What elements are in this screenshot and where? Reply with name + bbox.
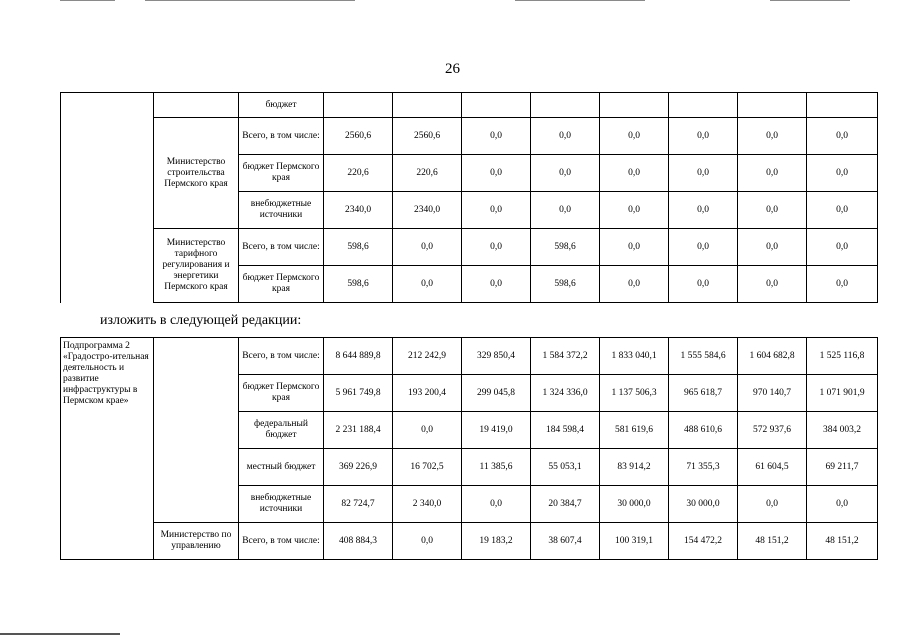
value-cell: 970 140,7 xyxy=(738,375,807,412)
value-cell: 598,6 xyxy=(531,229,600,266)
scan-top-line xyxy=(60,0,115,1)
value-cell: 0,0 xyxy=(393,412,462,449)
row-label: бюджет Пермского края xyxy=(239,266,324,303)
program-cell xyxy=(61,93,154,303)
row-label: бюджет Пермского края xyxy=(239,375,324,412)
row-label: бюджет Пермского края xyxy=(239,155,324,192)
value-cell: 0,0 xyxy=(669,266,738,303)
value-cell: 408 884,3 xyxy=(324,523,393,560)
value-cell: 48 151,2 xyxy=(807,523,878,560)
value-cell: 1 324 336,0 xyxy=(531,375,600,412)
table-row xyxy=(61,93,878,118)
value-cell: 0,0 xyxy=(807,192,878,229)
value-cell: 0,0 xyxy=(600,118,669,155)
value-cell: 30 000,0 xyxy=(669,486,738,523)
value-cell: 154 472,2 xyxy=(669,523,738,560)
row-label: внебюджетные источники xyxy=(239,192,324,229)
value-cell: 1 604 682,8 xyxy=(738,338,807,375)
value-cell: 220,6 xyxy=(324,155,393,192)
value-cell: 0,0 xyxy=(669,229,738,266)
value-cell: 598,6 xyxy=(531,266,600,303)
value-cell: 20 384,7 xyxy=(531,486,600,523)
value-cell: 38 607,4 xyxy=(531,523,600,560)
value-cell: 0,0 xyxy=(738,155,807,192)
value-cell: 0,0 xyxy=(807,229,878,266)
value-cell: 30 000,0 xyxy=(600,486,669,523)
org-cell: Министерство тарифного регулирования и энергетики Пермского края xyxy=(154,229,239,303)
value-cell: 2560,6 xyxy=(393,118,462,155)
value-cell: 11 385,6 xyxy=(462,449,531,486)
value-cell: 0,0 xyxy=(807,266,878,303)
value-cell: 82 724,7 xyxy=(324,486,393,523)
value-cell: 965 618,7 xyxy=(669,375,738,412)
org-cell xyxy=(154,338,239,523)
value-cell: 8 644 889,8 xyxy=(324,338,393,375)
value-cell: 0,0 xyxy=(462,486,531,523)
value-cell: 16 702,5 xyxy=(393,449,462,486)
value-cell: 329 850,4 xyxy=(462,338,531,375)
value-cell: 1 555 584,6 xyxy=(669,338,738,375)
value-cell: 0,0 xyxy=(393,266,462,303)
row-label: Всего, в том числе: xyxy=(239,118,324,155)
value-cell: 1 833 040,1 xyxy=(600,338,669,375)
value-cell: 71 355,3 xyxy=(669,449,738,486)
value-cell: 0,0 xyxy=(807,118,878,155)
table-row xyxy=(61,523,878,560)
value-cell: 0,0 xyxy=(462,229,531,266)
scan-bottom-line xyxy=(0,633,120,635)
value-cell: 0,0 xyxy=(531,192,600,229)
value-cell: 193 200,4 xyxy=(393,375,462,412)
value-cell: 0,0 xyxy=(738,192,807,229)
row-label: местный бюджет xyxy=(239,449,324,486)
value-cell: 488 610,6 xyxy=(669,412,738,449)
row-label: Всего, в том числе: xyxy=(239,523,324,560)
org-cell: Министерство по управлению xyxy=(154,523,239,560)
value-cell: 1 584 372,2 xyxy=(531,338,600,375)
scan-top-line xyxy=(145,0,355,1)
row-label: Всего, в том числе: xyxy=(239,338,324,375)
value-cell: 0,0 xyxy=(807,155,878,192)
value-cell: 369 226,9 xyxy=(324,449,393,486)
value-cell: 0,0 xyxy=(462,192,531,229)
value-cell: 0,0 xyxy=(669,155,738,192)
value-cell: 0,0 xyxy=(600,266,669,303)
value-cell: 0,0 xyxy=(393,229,462,266)
value-cell: 69 211,7 xyxy=(807,449,878,486)
scan-top-line xyxy=(770,0,850,1)
value-cell: 572 937,6 xyxy=(738,412,807,449)
value-cell: 19 183,2 xyxy=(462,523,531,560)
value-cell: 100 319,1 xyxy=(600,523,669,560)
value-cell: 19 419,0 xyxy=(462,412,531,449)
page-number: 26 xyxy=(445,61,460,77)
value-cell: 0,0 xyxy=(738,118,807,155)
scan-top-line xyxy=(515,0,645,1)
value-cell: 0,0 xyxy=(600,192,669,229)
value-cell: 0,0 xyxy=(669,118,738,155)
value-cell: 2560,6 xyxy=(324,118,393,155)
program-cell: Подпрограмма 2 «Градостро-ительная деятельность и развитие инфраструктуры в Пермском крае» xyxy=(61,338,154,560)
value-cell: 598,6 xyxy=(324,266,393,303)
value-cell: 55 053,1 xyxy=(531,449,600,486)
value-cell: 0,0 xyxy=(738,486,807,523)
value-cell: 0,0 xyxy=(531,155,600,192)
value-cell: 384 003,2 xyxy=(807,412,878,449)
value-cell: 0,0 xyxy=(462,118,531,155)
value-cell: 1 071 901,9 xyxy=(807,375,878,412)
value-cell: 2340,0 xyxy=(324,192,393,229)
value-cell: 1 137 506,3 xyxy=(600,375,669,412)
org-cell xyxy=(154,93,239,118)
value-cell: 0,0 xyxy=(531,118,600,155)
value-cell: 212 242,9 xyxy=(393,338,462,375)
value-cell: 61 604,5 xyxy=(738,449,807,486)
value-cell: 2340,0 xyxy=(393,192,462,229)
value-cell: 2 340,0 xyxy=(393,486,462,523)
value-cell: 0,0 xyxy=(462,155,531,192)
value-cell: 0,0 xyxy=(738,229,807,266)
value-cell: 2 231 188,4 xyxy=(324,412,393,449)
value-cell: 0,0 xyxy=(807,486,878,523)
row-label: Всего, в том числе: xyxy=(239,229,324,266)
value-cell: 0,0 xyxy=(600,155,669,192)
table-row xyxy=(61,118,878,155)
value-cell: 0,0 xyxy=(393,523,462,560)
value-cell: 299 045,8 xyxy=(462,375,531,412)
row-label: федеральный бюджет xyxy=(239,412,324,449)
value-cell: 581 619,6 xyxy=(600,412,669,449)
value-cell: 0,0 xyxy=(738,266,807,303)
value-cell: 220,6 xyxy=(393,155,462,192)
section-caption: изложить в следующей редакции: xyxy=(100,313,302,328)
table-continuation xyxy=(60,92,878,303)
table-row xyxy=(61,229,878,266)
value-cell: 5 961 749,8 xyxy=(324,375,393,412)
org-cell: Министерство строительства Пермского края xyxy=(154,118,239,229)
row-label: бюджет xyxy=(239,93,324,118)
value-cell: 184 598,4 xyxy=(531,412,600,449)
row-label: внебюджетные источники xyxy=(239,486,324,523)
value-cell: 0,0 xyxy=(462,266,531,303)
value-cell: 0,0 xyxy=(669,192,738,229)
value-cell: 48 151,2 xyxy=(738,523,807,560)
value-cell: 598,6 xyxy=(324,229,393,266)
table-new-edition xyxy=(60,337,878,560)
value-cell: 83 914,2 xyxy=(600,449,669,486)
value-cell: 0,0 xyxy=(600,229,669,266)
value-cell: 1 525 116,8 xyxy=(807,338,878,375)
table-row xyxy=(61,338,878,375)
